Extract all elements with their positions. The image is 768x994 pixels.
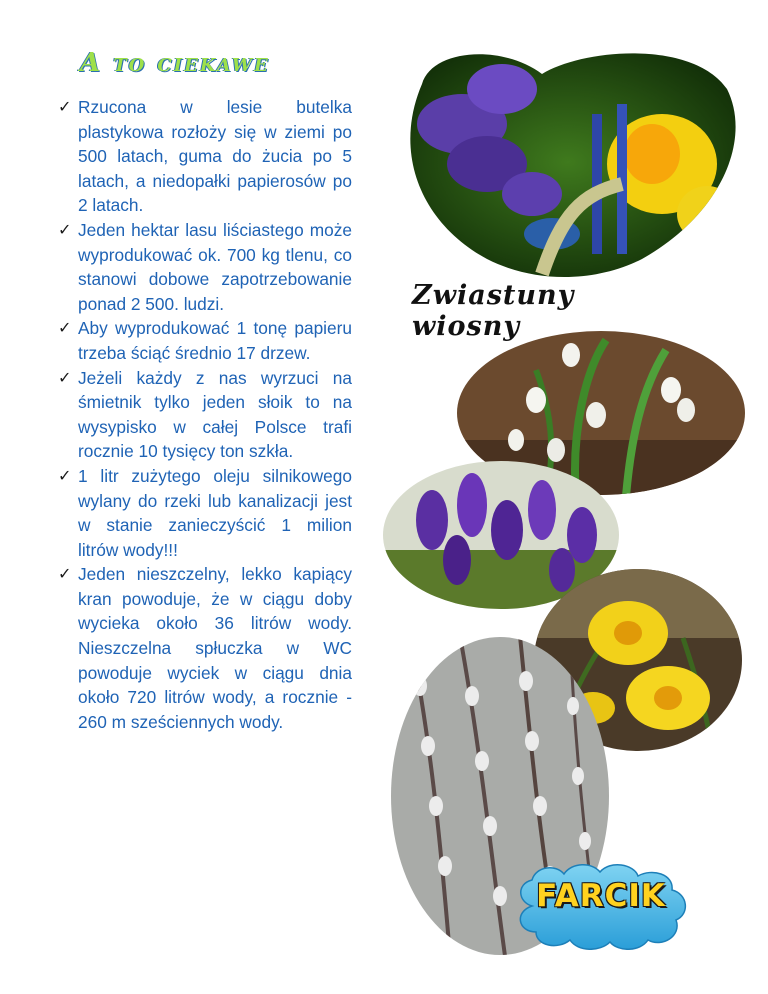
fact-item: ✓ Rzucona w lesie butelka plastykowa rozłoży się w ziemi po 500 latach, guma do żucia po 5 latach, a niedopałki papierosów po 2 latach.: [58, 97, 352, 216]
fact-item: ✓ Jeden nieszczelny, lekko kapiący kran powoduje, że w ciągu doby wycieka około 36 litrów wody. Nieszczelna spłuczka w WC powoduje wyciek w ciągu dnia około 720 litrów wody, a rocznie - 260 m sześciennych wody.: [58, 564, 352, 732]
section-heading: A to ciekawe: [80, 48, 270, 78]
checkmark-icon: ✓: [58, 465, 72, 485]
farcik-label: FARCIK: [536, 878, 666, 914]
facts-list: [58, 95, 352, 734]
checkmark-icon: ✓: [58, 219, 72, 239]
fact-item: ✓ Aby wyprodukować 1 tonę papieru trzeba ściąć średnio 17 drzew.: [58, 318, 352, 363]
spring-heralds-title: Zwiastuny wiosny: [412, 280, 575, 342]
checkmark-icon: ✓: [58, 367, 72, 387]
checkmark-icon: ✓: [58, 97, 72, 116]
farcik-badge: [510, 862, 692, 950]
violets-daffodils-photo: [392, 44, 744, 280]
checkmark-icon: ✓: [58, 564, 72, 584]
checkmark-icon: ✓: [58, 318, 72, 338]
fact-item: ✓ 1 litr zużytego oleju silnikowego wylany do rzeki lub kanalizacji jest w stanie zanieczyścić 1 milion litrów wody!!!: [58, 465, 352, 560]
fact-item: ✓ Jeden hektar lasu liściastego może wyprodukować ok. 700 kg tlenu, co stanowi dobowe zapotrzebowanie ponad 2 500. ludzi.: [58, 219, 352, 314]
fact-item: ✓ Jeżeli każdy z nas wyrzuci na śmietnik tylko jeden słoik to na wysypisko w całej Polsce trafi rocznie 10 tysięcy ton szkła.: [58, 367, 352, 462]
